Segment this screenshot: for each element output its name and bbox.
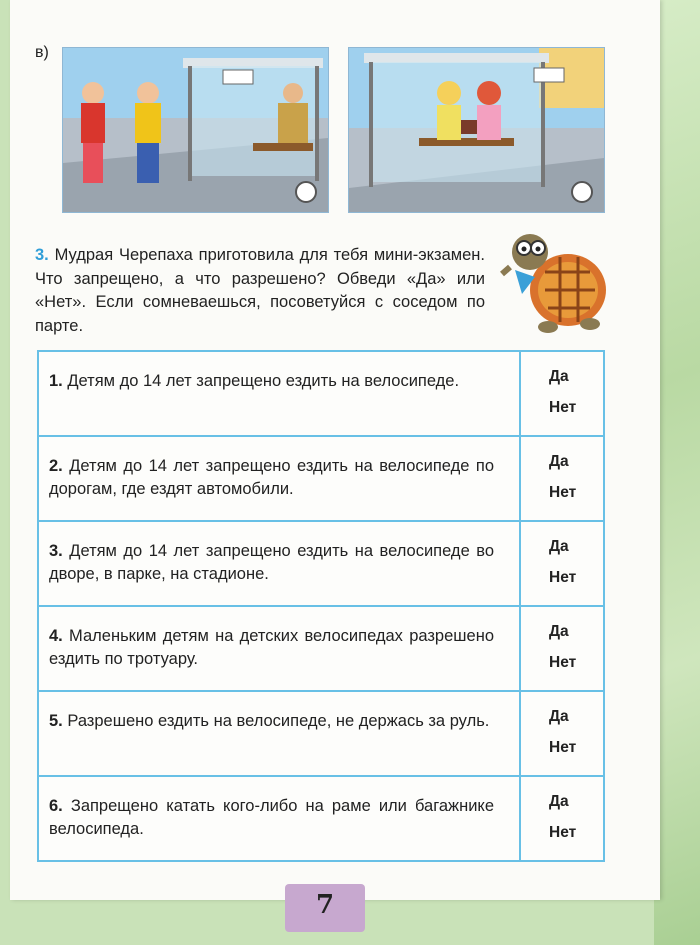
girls-at-bus-stop-illustration — [348, 47, 605, 213]
answer-cell — [519, 437, 603, 520]
question-text: 6. Запрещено катать кого-либо на раме или багажнике велосипеда. — [49, 797, 495, 838]
question-text: 3. Детям до 14 лет запрещено ездить на велосипеде во дворе, в парке, на стадионе. — [49, 542, 494, 583]
answer-yes[interactable]: Да — [549, 708, 569, 725]
answer-yes[interactable]: Да — [549, 368, 569, 385]
answer-yes[interactable]: Да — [549, 538, 569, 555]
answer-yes[interactable]: Да — [549, 453, 569, 470]
task-instruction — [35, 244, 485, 338]
answer-no[interactable]: Нет — [549, 569, 577, 586]
answer-no[interactable]: Нет — [549, 739, 577, 756]
answer-cell — [519, 777, 603, 862]
answer-no[interactable]: Нет — [549, 824, 577, 841]
page-number: 7 — [285, 884, 365, 932]
table-row — [39, 777, 603, 862]
answer-cell — [519, 692, 603, 775]
task-text: Мудрая Черепаха приготовила для тебя мини-экзамен. Что запрещено, а что разрешено? Обведи «Да» или «Нет». Если сомневаешься, посоветуйся с соседом по парте. — [35, 246, 485, 335]
table-row — [39, 692, 603, 777]
answer-circle[interactable] — [571, 181, 593, 203]
wise-turtle-illustration — [500, 222, 610, 342]
question-text: 5. Разрешено ездить на велосипеде, не держась за руль. — [49, 712, 490, 730]
answer-cell — [519, 607, 603, 690]
answer-no[interactable]: Нет — [549, 399, 577, 416]
answer-no[interactable]: Нет — [549, 484, 577, 501]
table-row — [39, 437, 603, 522]
table-row — [39, 522, 603, 607]
questions-table — [37, 350, 605, 862]
leaf-background — [654, 0, 700, 945]
boys-at-bus-stop-illustration — [62, 47, 329, 213]
question-text: 2. Детям до 14 лет запрещено ездить на велосипеде по дорогам, где ездят автомобили. — [49, 457, 494, 498]
task-number: 3. — [35, 246, 49, 264]
exercise-label: в) — [35, 44, 49, 61]
question-text: 4. Маленьким детям на детских велосипедах разрешено ездить по тротуару. — [49, 627, 494, 668]
answer-no[interactable]: Нет — [549, 654, 577, 671]
answer-circle[interactable] — [295, 181, 317, 203]
answer-yes[interactable]: Да — [549, 623, 569, 640]
table-row — [39, 607, 603, 692]
answer-cell — [519, 522, 603, 605]
answer-yes[interactable]: Да — [549, 793, 569, 810]
table-row — [39, 352, 603, 437]
question-text: 1. Детям до 14 лет запрещено ездить на велосипеде. — [49, 372, 460, 390]
answer-cell — [519, 352, 603, 435]
